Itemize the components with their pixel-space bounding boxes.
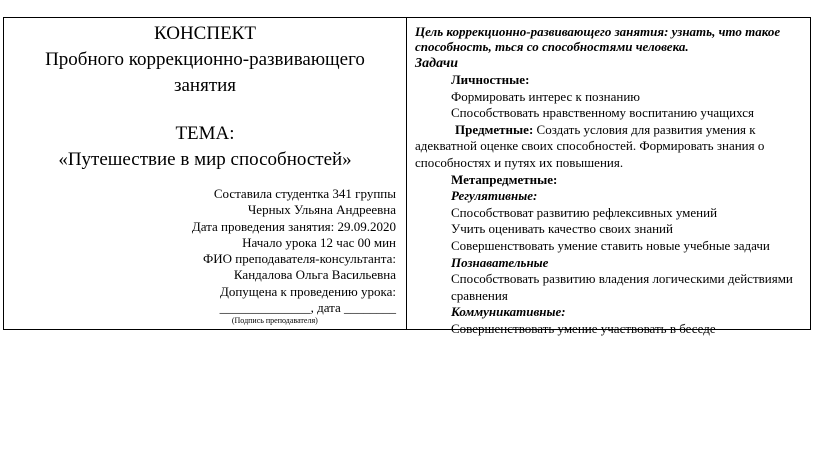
communicative-heading: Коммуникативные:	[451, 304, 566, 320]
document-subtitle-line1: Пробного коррекционно-развивающего	[45, 49, 365, 70]
regulative-item: Совершенствовать умение ставить новые учебные задачи	[451, 237, 770, 253]
personal-heading: Личностные:	[451, 72, 530, 87]
personal-item: Формировать интерес к познанию	[451, 88, 641, 104]
topic-title: «Путешествие в мир способностей»	[58, 149, 352, 170]
regulative-heading: Регулятивные:	[451, 188, 538, 204]
info-line: Черных Ульяна Андреевна	[247, 202, 396, 218]
topic-label: ТЕМА:	[175, 123, 235, 144]
cognitive-item-continued: сравнения	[451, 287, 508, 303]
subject-text: Создать условия для развития умения к	[533, 121, 756, 137]
info-line: Дата проведения занятия: 29.09.2020	[191, 218, 396, 234]
lesson-plan-table	[3, 17, 811, 336]
subject-heading: Предметные:	[455, 121, 534, 137]
meta-heading: Метапредметные:	[451, 171, 558, 187]
regulative-item: Учить оценивать качество своих знаний	[451, 221, 673, 237]
lesson-goal	[415, 24, 802, 54]
signature-hint: (Подпись преподавателя)	[231, 316, 318, 326]
regulative-item: Способствоват развитию рефлексивных умений	[451, 204, 718, 220]
communicative-item: Совершенствовать умение участвовать в беседе	[451, 320, 716, 336]
author-info	[192, 186, 396, 325]
info-line: Составила студентка 341 группы	[213, 186, 396, 201]
subject-goals	[415, 122, 802, 139]
subject-text-line: способностях и путях их повышения.	[415, 154, 624, 170]
signature-line: ______________, дата ________	[219, 300, 396, 316]
info-line: ФИО преподавателя-консультанта:	[203, 251, 396, 267]
personal-item: Способствовать нравственному воспитанию учащихся	[451, 105, 755, 121]
document-title: КОНСПЕКТ	[154, 23, 256, 44]
goal-line: Цель коррекционно-развивающего занятия: узнать, что такое	[415, 24, 781, 39]
info-line: Кандалова Ольга Васильевна	[233, 267, 396, 283]
goals-cell	[407, 18, 810, 336]
info-line: Допущена к проведению урока:	[219, 283, 396, 299]
title-cell	[4, 18, 407, 329]
cognitive-heading: Познавательные	[451, 254, 549, 270]
goal-line: способность, ться со способностями человека.	[415, 39, 689, 54]
info-line: Начало урока 12 час 00 мин	[242, 234, 396, 250]
cognitive-item: Способствовать развитию владения логическими действиями	[451, 271, 793, 287]
subject-text-line: адекватной оценке своих способностей. Формировать знания о	[415, 138, 765, 154]
tasks-heading: Задачи	[415, 56, 459, 71]
document-subtitle-line2: занятия	[173, 75, 237, 96]
title-block	[4, 21, 406, 173]
